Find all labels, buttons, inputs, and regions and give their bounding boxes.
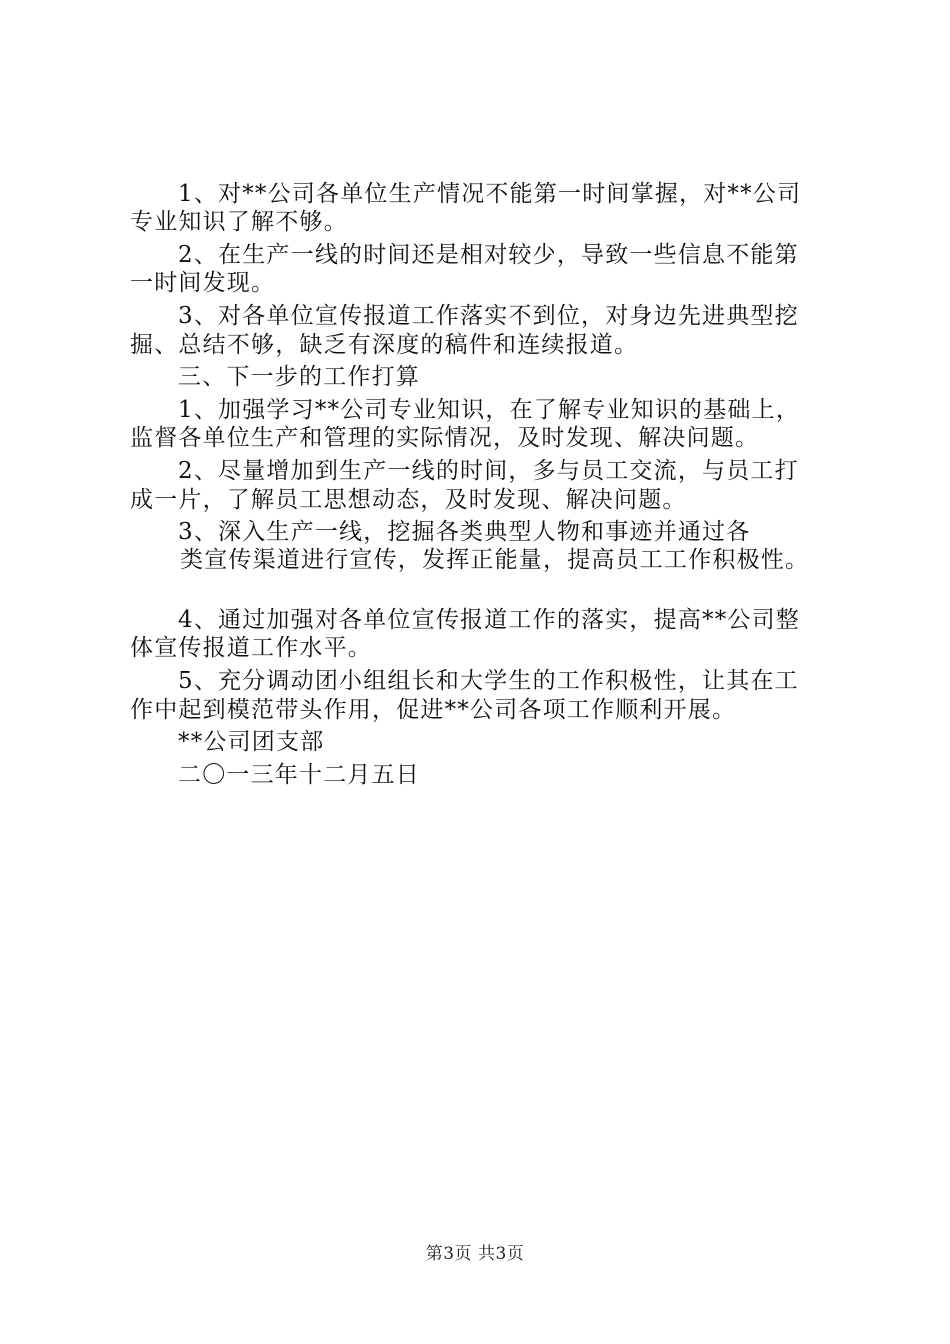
text-line: 5、充分调动团小组组长和大学生的工作积极性，让其在工: [178, 668, 799, 694]
text-line: 1、加强学习**公司专业知识，在了解专业知识的基础上，: [178, 397, 801, 423]
text-line: 1、对**公司各单位生产情况不能第一时间掌握，对**公司: [178, 181, 802, 207]
text-line: 掘、总结不够，缺乏有深度的稿件和连续报道。: [130, 332, 639, 358]
text-line: 2、在生产一线的时间还是相对较少，导致一些信息不能第: [178, 242, 799, 268]
text-line: 类宣传渠道进行宣传，发挥正能量，提高员工工作积极性。: [180, 547, 810, 573]
text-line: 专业知识了解不够。: [130, 209, 348, 235]
signature-organization: **公司团支部: [178, 729, 325, 755]
text-line: 一时间发现。: [130, 270, 276, 296]
text-line: 作中起到模范带头作用，促进**公司各项工作顺利开展。: [130, 697, 737, 723]
text-line: 监督各单位生产和管理的实际情况，及时发现、解决问题。: [130, 425, 760, 451]
text-line: 2、尽量增加到生产一线的时间，多与员工交流，与员工打: [178, 458, 799, 484]
page-number-footer: 第3页 共3页: [425, 1244, 525, 1264]
text-line: 4、通过加强对各单位宣传报道工作的落实，提高**公司整: [178, 607, 801, 633]
text-line: 成一片，了解员工思想动态，及时发现、解决问题。: [130, 487, 687, 513]
section-heading: 三、下一步的工作打算: [178, 364, 420, 390]
text-line: 3、对各单位宣传报道工作落实不到位，对身边先进典型挖: [178, 303, 799, 329]
signature-date: 二〇一三年十二月五日: [178, 762, 420, 788]
text-line: 体宣传报道工作水平。: [130, 635, 372, 661]
text-line: 3、深入生产一线，挖掘各类典型人物和事迹并通过各: [178, 519, 751, 545]
